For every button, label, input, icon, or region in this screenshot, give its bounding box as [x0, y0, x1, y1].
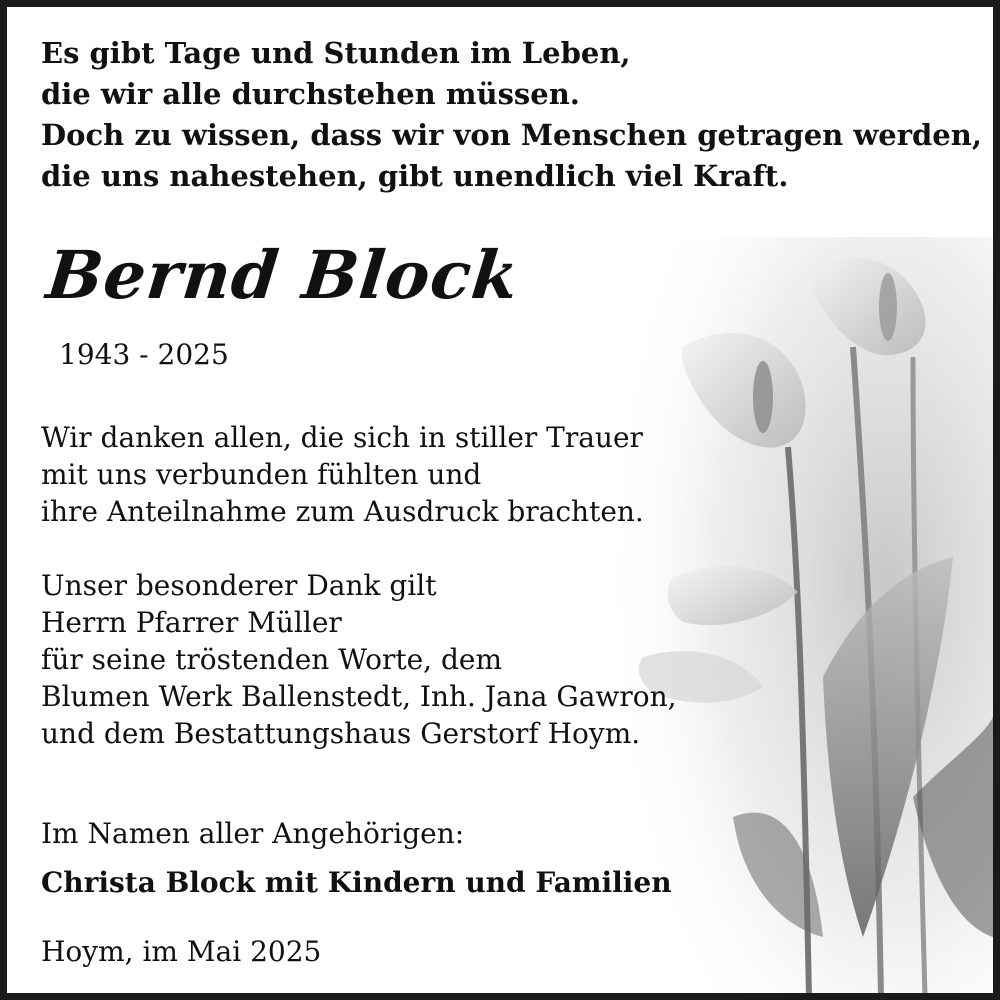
thanks-general [41, 419, 644, 530]
thanks-line: Herrn Pfarrer Müller [41, 606, 342, 639]
motto-line: die wir alle durchstehen müssen. [41, 77, 580, 111]
thanks-line: ihre Anteilnahme zum Ausdruck brachten. [41, 495, 644, 528]
life-years: 1943 - 2025 [59, 338, 229, 371]
thanks-line: für seine tröstenden Worte, dem [41, 643, 503, 676]
signoff-names: Christa Block mit Kindern und Familien [41, 866, 672, 899]
thanks-line: Wir danken allen, die sich in stiller Trauer [41, 421, 643, 454]
thanks-line: mit uns verbunden fühlten und [41, 458, 482, 491]
signoff-label: Im Namen aller Angehörigen: [41, 817, 465, 850]
thanks-special [41, 567, 677, 752]
motto-line: Es gibt Tage und Stunden im Leben, [41, 36, 631, 70]
deceased-name: Bernd Block [43, 236, 523, 314]
motto-line: Doch zu wissen, dass wir von Menschen getragen werden, [41, 118, 982, 152]
thanks-line: und dem Bestattungshaus Gerstorf Hoym. [41, 717, 641, 750]
motto-quote [41, 33, 982, 197]
motto-line: die uns nahestehen, gibt unendlich viel Kraft. [41, 159, 789, 193]
thanks-line: Unser besonderer Dank gilt [41, 569, 437, 602]
thanks-line: Blumen Werk Ballenstedt, Inh. Jana Gawron, [41, 680, 677, 713]
place-date: Hoym, im Mai 2025 [41, 935, 322, 968]
